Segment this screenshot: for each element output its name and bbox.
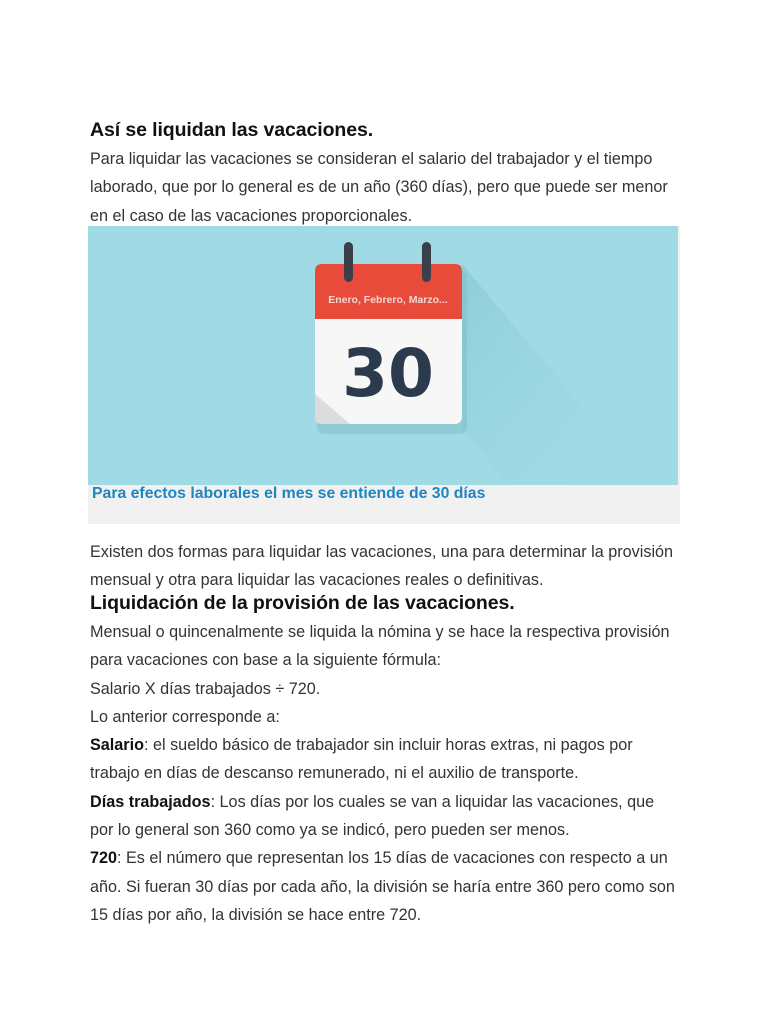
calendar-header-text: Enero, Febrero, Marzo... <box>328 294 448 306</box>
term-720: 720 <box>90 849 118 868</box>
provision-body <box>90 618 680 929</box>
calendar-ring-right <box>422 242 431 282</box>
two-forms-paragraph: Existen dos formas para liquidar las vacaciones, una para determinar la provisión mensual y otra para liquidar las vacaciones reales o definitivas. <box>90 543 674 590</box>
calendar-ring-left <box>344 242 353 282</box>
term-salario: Salario <box>90 736 144 755</box>
calendar-illustration <box>88 226 678 485</box>
intro-paragraph: Para liquidar las vacaciones se consideran el salario del trabajador y el tiempo laborado, que por lo general es de un año (360 días), pero que puede ser menor en el caso de las vacaciones proporcionales. <box>90 150 668 225</box>
definition-720 <box>90 844 680 929</box>
definition-dias <box>90 788 680 845</box>
term-dias-trabajados: Días trabajados <box>90 792 211 811</box>
definition-salario <box>90 731 680 788</box>
definition-720-text: : Es el número que representan los 15 días de vacaciones con respecto a un año. Si fueran 30 días por cada año, la división se haría entre 360 pero como son 15 días por año, la división se hace entre 720. <box>90 849 675 924</box>
calendar-long-shadow <box>462 264 648 485</box>
section-heading-liquidan: Así se liquidan las vacaciones. <box>90 119 374 141</box>
definition-dias-text: : Los días por los cuales se van a liquidar las vacaciones, que por lo general son 360 como ya se indicó, pero pueden ser menos. <box>90 792 655 840</box>
calendar-figure <box>88 226 680 524</box>
formula-line: Salario X días trabajados ÷ 720. <box>90 679 321 698</box>
calendar-header-bar <box>315 264 462 319</box>
calendar-image <box>88 226 678 485</box>
calendar-number: 30 <box>342 335 434 412</box>
section-heading-provision: Liquidación de la provisión de las vacaciones. <box>90 592 515 614</box>
figure-caption: Para efectos laborales el mes se entiende de 30 días <box>92 485 486 502</box>
definition-salario-text: : el sueldo básico de trabajador sin incluir horas extras, ni pagos por trabajo en días de descanso remunerado, ni el auxilio de transporte. <box>90 736 633 783</box>
provision-line: Mensual o quincenalmente se liquida la nómina y se hace la respectiva provisión para vacaciones con base a la siguiente fórmula: <box>90 623 670 670</box>
correspond-line: Lo anterior corresponde a: <box>90 707 280 726</box>
